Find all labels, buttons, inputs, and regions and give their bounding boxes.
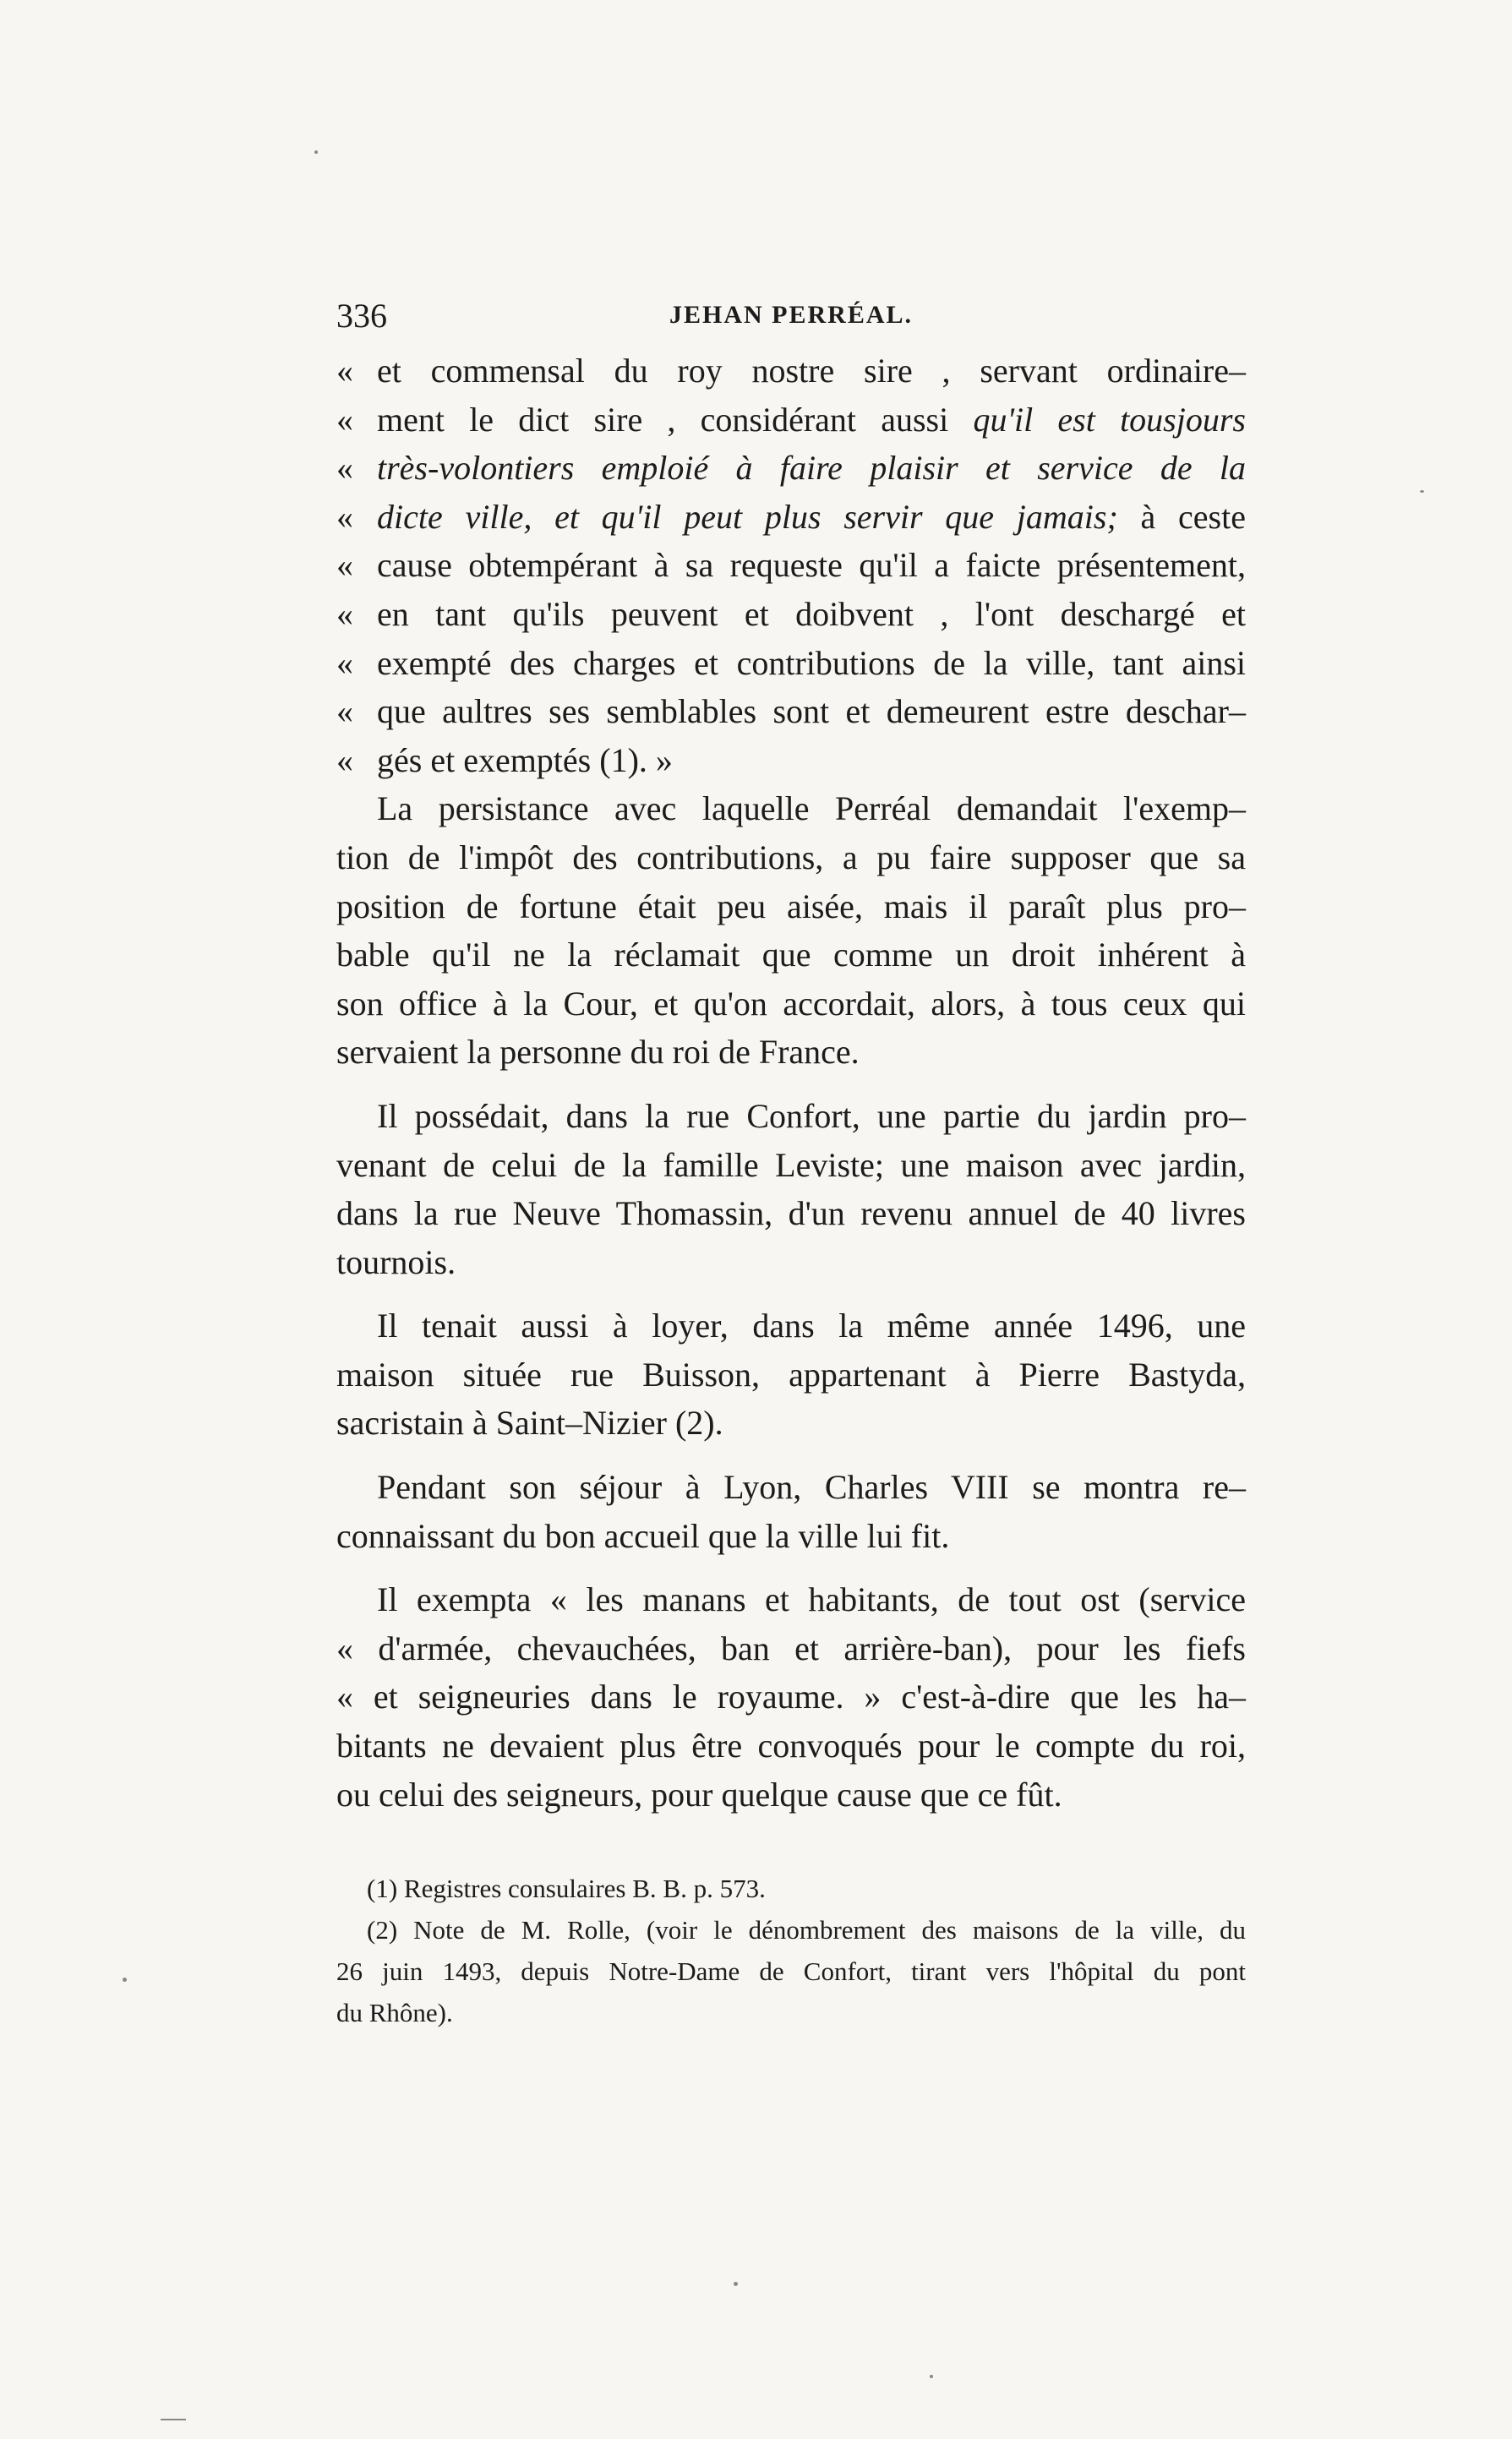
- text-line: « d'armée, chevauchées, ban et arrière-ban), pour les fiefs: [336, 1629, 1246, 1667]
- scan-speck: [314, 150, 318, 154]
- text-line: dans la rue Neuve Thomassin, d'un revenu annuel de 40 livres: [336, 1194, 1246, 1233]
- text-line: sacristain à Saint–Nizier (2).: [336, 1404, 723, 1443]
- footnote-line: 26 juin 1493, depuis Notre-Dame de Confort, tirant vers l'hôpital du pont: [336, 1956, 1246, 1987]
- text-line: La persistance avec laquelle Perréal demandait l'exemp–: [377, 789, 1246, 828]
- text-line: « et seigneuries dans le royaume. » c'est-à-dire que les ha–: [336, 1678, 1246, 1716]
- paragraph: [336, 1092, 1246, 1286]
- paragraph: [336, 1575, 1246, 1819]
- footnote-line: (2) Note de M. Rolle, (voir le dénombrement des maisons de la ville, du: [367, 1915, 1246, 1945]
- running-header: [336, 296, 1246, 346]
- paragraph: [336, 784, 1246, 1077]
- quote-line: « exempté des charges et contributions de la ville, tant ainsi: [336, 643, 1246, 682]
- quote-line: « et commensal du roy nostre sire , servant ordinaire–: [336, 352, 1246, 390]
- quoted-passage: [336, 346, 1246, 784]
- quote-line: « que aultres ses semblables sont et demeurent estre deschar–: [336, 692, 1246, 731]
- scan-speck: [734, 2282, 738, 2286]
- text-line: son office à la Cour, et qu'on accordait, alors, à tous ceux qui: [336, 984, 1246, 1023]
- footnote-line: (1) Registres consulaires B. B. p. 573.: [367, 1874, 766, 1904]
- text-line: tournois.: [336, 1242, 456, 1281]
- scan-speck: [161, 2419, 186, 2420]
- footnote-line: du Rhône).: [336, 1998, 453, 2028]
- text-line: Il possédait, dans la rue Confort, une partie du jardin pro–: [377, 1096, 1246, 1135]
- paragraph: [336, 1463, 1246, 1560]
- quote-line: « cause obtempérant à sa requeste qu'il a faicte présentement,: [336, 546, 1246, 585]
- text-line: Pendant son séjour à Lyon, Charles VIII se montra re–: [377, 1468, 1246, 1507]
- text-line: Il exempta « les manans et habitants, de tout ost (service: [377, 1580, 1246, 1619]
- paragraph: [336, 1301, 1246, 1448]
- text-line: ou celui des seigneurs, pour quelque cause que ce fût.: [336, 1775, 1062, 1814]
- scan-speck: [930, 2375, 933, 2378]
- text-line: Il tenait aussi à loyer, dans la même année 1496, une: [377, 1307, 1246, 1345]
- quote-line: « très-volontiers emploié à faire plaisir et service de la: [336, 449, 1246, 488]
- text-line: maison située rue Buisson, appartenant à Pierre Bastyda,: [336, 1355, 1246, 1394]
- quote-line: « gés et exemptés (1). »: [336, 740, 673, 779]
- page-number: 336: [336, 297, 387, 335]
- text-line: bable qu'il ne la réclamait que comme un droit inhérent à: [336, 936, 1246, 974]
- text-line: venant de celui de la famille Leviste; une maison avec jardin,: [336, 1145, 1246, 1184]
- text-line: servaient la personne du roi de France.: [336, 1033, 860, 1072]
- quote-line: « ment le dict sire , considérant aussi qu'il est tousjours: [336, 400, 1246, 439]
- text-line: connaissant du bon accueil que la ville lui fit.: [336, 1516, 950, 1555]
- footnotes: [336, 1868, 1246, 2033]
- quote-line: « en tant qu'ils peuvent et doibvent , l'ont deschargé et: [336, 594, 1246, 633]
- text-line: position de fortune était peu aisée, mais il paraît plus pro–: [336, 887, 1246, 925]
- scan-speck: [123, 1978, 127, 1982]
- quote-line: « dicte ville, et qu'il peut plus servir que jamais; à ceste: [336, 497, 1246, 536]
- book-page: [336, 296, 1246, 2033]
- text-line: bitants ne devaient plus être convoqués pour le compte du roi,: [336, 1727, 1246, 1765]
- text-line: tion de l'impôt des contributions, a pu faire supposer que sa: [336, 838, 1246, 876]
- scan-speck: [1420, 490, 1424, 493]
- running-title: JEHAN PERRÉAL.: [669, 301, 914, 329]
